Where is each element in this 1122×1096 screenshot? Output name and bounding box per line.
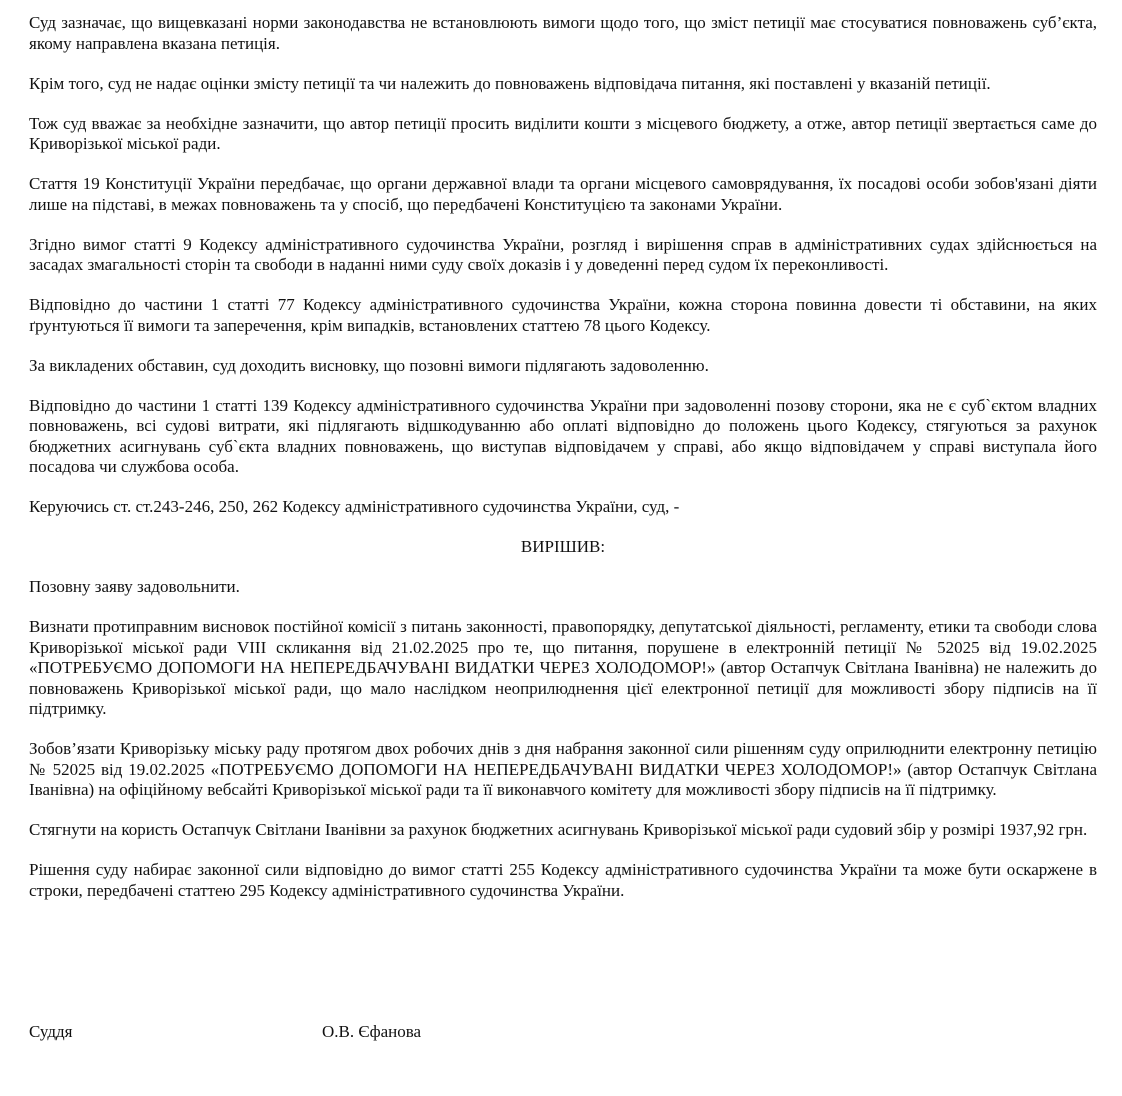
resolution-oblige-publish: Зобов’язати Криворізьку міську раду протягом двох робочих днів з дня набрання законної сили рішенням суду оприлюднити електронну петицію № 52025 від 19.02.2025 «ПОТРЕБУЄМО ДОПОМОГИ НА НЕПЕРЕДБАЧУВАНІ ВИДАТКИ ЧЕРЕЗ ХОЛОДОМОР!» (автор Остапчук Світлана Іванівна) на офіційному вебсайті Криворізької міської ради та її виконавчого комітету для можливості збору підписів на її підтримку. xyxy=(29,739,1097,799)
paragraph-constitution-article-19: Стаття 19 Конституції України передбачає, що органи державної влади та органи місцевого самоврядування, їх посадові особи зобов'язані діяти лише на підставі, в межах повноважень та у спосіб, що передбачені Конституцією та законами України. xyxy=(29,174,1097,214)
paragraph-petition-content: Суд зазначає, що вищевказані норми законодавства не встановлюють вимоги щодо того, що зміст петиції має стосуватися повноважень суб’єкта, якому направлена вказана петиція. xyxy=(29,13,1097,53)
resolution-declare-unlawful: Визнати протиправним висновок постійної комісії з питань законності, правопорядку, депутатської діяльності, регламенту, етики та свободи слова Криворізької міської ради VIII скликання від 21.02.2025 про те, що питання, порушене в електронній петиції № 52025 від 19.02.2025 «ПОТРЕБУЄМО ДОПОМОГИ НА НЕПЕРЕДБАЧУВАНІ ВИДАТКИ ЧЕРЕЗ ХОЛОДОМОР!» (автор Остапчук Світлана Іванівна) не належить до повноважень Криворізької міської ради, що мало наслідком неоприлюднення цієї електронної петиції для можливості збору підписів на її підтримку. xyxy=(29,617,1097,718)
resolution-satisfy-claim: Позовну заяву задовольнити. xyxy=(29,577,240,596)
paragraph-guided-by: Керуючись ст. ст.243-246, 250, 262 Кодексу адміністративного судочинства України, суд, - xyxy=(29,497,680,516)
signature-block xyxy=(29,1022,1097,1044)
court-decision-document xyxy=(29,13,1097,1041)
paragraph-court-no-assessment: Крім того, суд не надає оцінки змісту петиції та чи належить до повноважень відповідача питання, які поставлені у вказаній петиції. xyxy=(29,73,991,93)
signature-role: Суддя xyxy=(29,1022,73,1041)
resolution-appeal-terms: Рішення суду набирає законної сили відповідно до вимог статті 255 Кодексу адміністративного судочинства України та може бути оскаржене в строки, передбачені статтею 295 Кодексу адміністративного судочинства України. xyxy=(29,860,1097,900)
decision-heading: ВИРІШИВ: xyxy=(520,537,606,556)
paragraph-conclusion: За викладених обставин, суд доходить висновку, що позовні вимоги підлягають задоволенню. xyxy=(29,355,709,375)
signature-name: О.В. Єфанова xyxy=(322,1022,422,1041)
paragraph-article-9: Згідно вимог статті 9 Кодексу адміністративного судочинства України, розгляд і вирішення справ в адміністративних судах здійснюється на засадах змагальності сторін та свободи в наданні ними суду своїх доказів і у доведенні перед судом їх переконливості. xyxy=(29,234,1097,274)
resolution-recover-fee: Стягнути на користь Остапчук Світлани Іванівни за рахунок бюджетних асигнувань Криворізької міської ради судовий збір у розмірі 1937,92 грн. xyxy=(29,820,1088,839)
paragraph-article-77: Відповідно до частини 1 статті 77 Кодексу адміністративного судочинства України, кожна сторона повинна довести ті обставини, на яких ґрунтуються її вимоги та заперечення, крім випадків, встановлених статтею 78 цього Кодексу. xyxy=(29,295,1097,335)
paragraph-local-budget: Тож суд вважає за необхідне зазначити, що автор петиції просить виділити кошти з місцевого бюджету, а отже, автор петиції звертається саме до Криворізької міської ради. xyxy=(29,113,1097,153)
paragraph-article-139: Відповідно до частини 1 статті 139 Кодексу адміністративного судочинства України при задоволенні позову сторони, яка не є суб`єктом владних повноважень, всі судові витрати, які підлягають відшкодуванню або оплаті відповідно до положень цього Кодексу, стягуються за рахунок бюджетних асигнувань суб`єкта владних повноважень, що виступав відповідачем у справі, або якщо відповідачем у справі виступала його посадова чи службова особа. xyxy=(29,395,1097,476)
